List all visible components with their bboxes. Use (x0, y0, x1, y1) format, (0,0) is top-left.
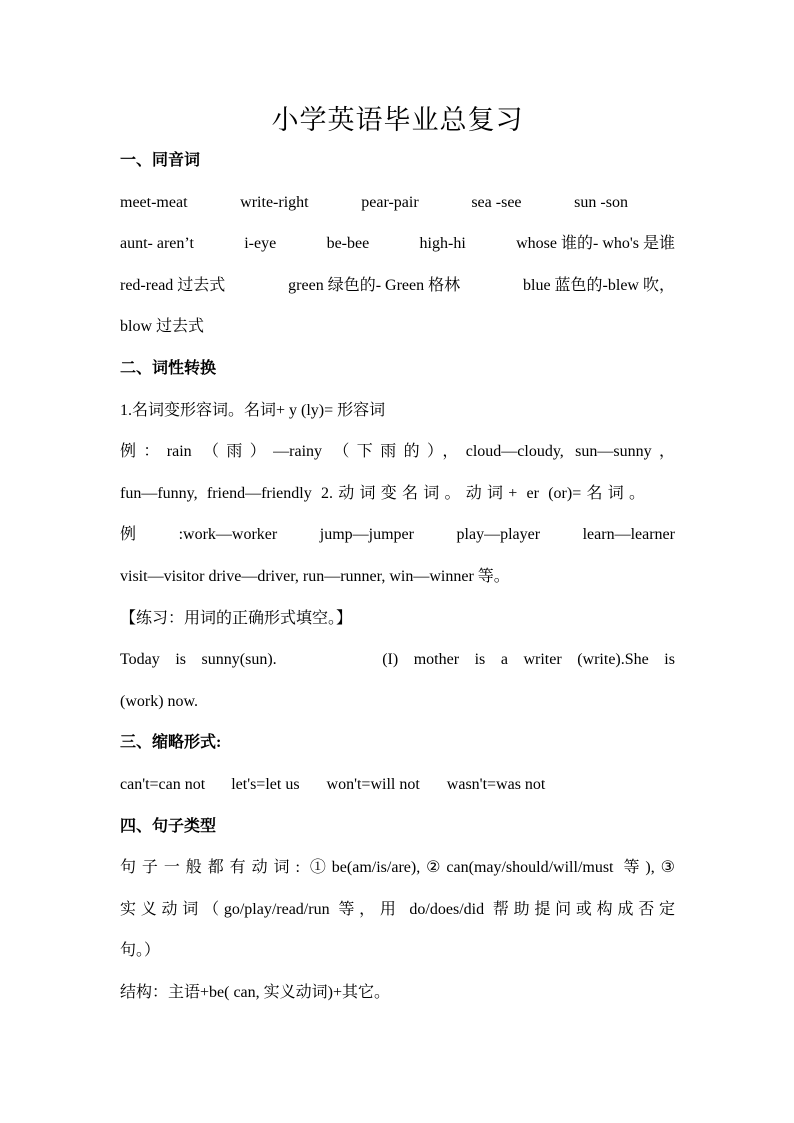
homophone-pair: sun -son (574, 193, 628, 211)
section-heading-homophones: 一、同音词 (120, 152, 201, 169)
practice-word: Today (120, 651, 160, 669)
sentence-types-line-3: 句。） (120, 942, 161, 960)
homophone-row-3 (120, 265, 675, 307)
homophone-pair: pear-pair (361, 193, 419, 211)
contraction-item: won't=will not (326, 775, 420, 793)
homophone-pair: sea -see (471, 193, 522, 211)
contraction-item: can't=can not (120, 775, 206, 793)
homophone-row-2 (120, 223, 675, 265)
sentence-types-line-1: 句子一般都有动词: ①be(am/is/are),②can(may/should/will/must 等),③ (120, 859, 675, 877)
homophone-row-4: blow 过去式 (120, 318, 205, 336)
example-pair: learn—learner (582, 526, 675, 544)
sentence-structure: 结构：主语+be( can, 实义动词)+其它。 (120, 983, 391, 1001)
section-heading-contractions: 三、缩略形式: (120, 734, 222, 752)
section-heading-word-conversion: 二、词性转换 (120, 359, 217, 377)
homophone-pair: be-bee (326, 235, 370, 253)
practice-word: a (500, 651, 508, 669)
conversion-example-1: 例：rain （雨）—rainy （下雨的），cloud—cloudy, sun—sunny， (120, 443, 675, 461)
example-pair: :work—worker (178, 526, 278, 544)
practice-word: (I) (382, 651, 399, 669)
practice-word: (write).She (577, 651, 649, 669)
sentence-types-line-2: 实义动词（go/play/read/run 等，用 do/does/did 帮助提问或构成否定 (120, 900, 675, 918)
contractions-row (120, 764, 675, 806)
homophone-pair: blue 蓝色的-blew 吹， (523, 276, 675, 294)
practice-word: writer (523, 651, 562, 669)
conversion-example-3 (120, 514, 675, 556)
example-label: 例 (120, 526, 137, 544)
homophone-pair: red-read 过去式 (120, 276, 226, 294)
document-title: 小学英语毕业总复习 (271, 105, 524, 135)
practice-word: mother (413, 651, 460, 669)
contraction-item: wasn't=was not (446, 775, 546, 793)
contraction-item: let's=let us (231, 775, 300, 793)
homophone-pair: green 绿色的- Green 格林 (288, 276, 461, 294)
practice-word: sunny(sun). (201, 651, 277, 669)
document-page (120, 100, 675, 1013)
conversion-example-4: visit—visitor drive—driver, run—runner, win—winner 等。 (120, 567, 510, 585)
practice-line-1 (120, 639, 675, 681)
homophone-pair: aunt- aren’t (120, 235, 194, 253)
section-heading-sentence-types: 四、句子类型 (120, 817, 217, 835)
practice-heading: 【练习：用词的正确形式填空。】 (120, 609, 353, 627)
conversion-rule-1: 1.名词变形容词。名词+ y (ly)= 形容词 (120, 401, 386, 419)
example-pair: play—player (456, 526, 541, 544)
practice-line-2: (work) now. (120, 692, 199, 710)
homophone-pair: high-hi (419, 235, 466, 253)
homophone-pair: whose 谁的- who's 是谁 (516, 235, 675, 253)
conversion-example-2: fun—funny, friend—friendly 2.动词变名词。动词+ er (or)=名词。 (120, 484, 645, 502)
practice-word: is (664, 651, 675, 669)
practice-word: is (175, 651, 186, 669)
example-pair: jump—jumper (319, 526, 414, 544)
practice-word: is (474, 651, 486, 669)
homophone-pair: write-right (240, 193, 309, 211)
homophone-pair: meet-meat (120, 193, 188, 211)
homophone-pair: i-eye (244, 235, 277, 253)
homophone-row-1 (120, 182, 675, 224)
